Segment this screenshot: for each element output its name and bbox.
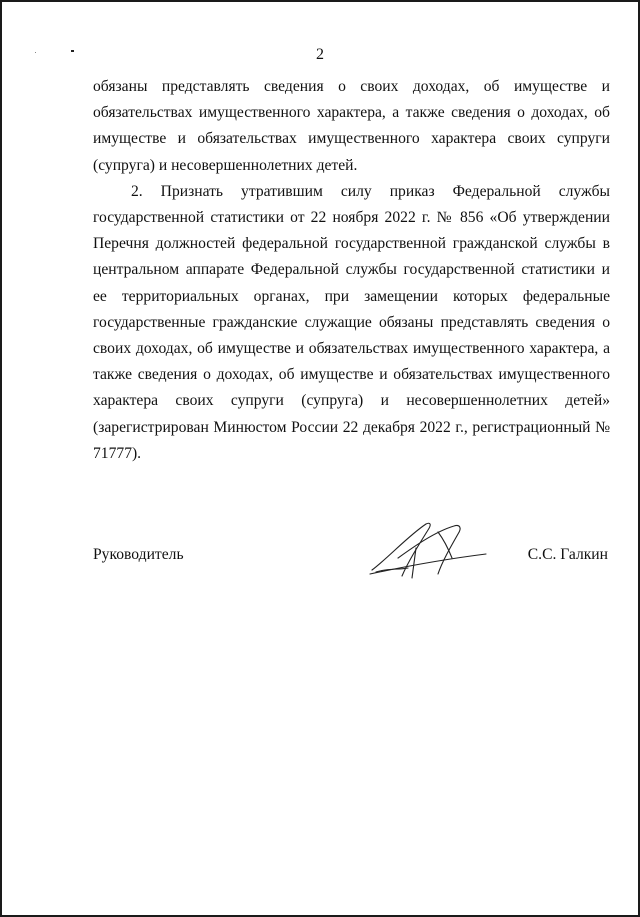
signature-block xyxy=(93,542,610,582)
paragraph-item-2: 2. Признать утратившим силу приказ Федеральной службы государственной статистики от 22 ноября 2022 г. № 856 «Об утверждении Перечня должностей федеральной государственной гражданской службы в центральном аппарате Федеральной службы государственной статистики и ее территориальных органах, при замещении которых федеральные государственные гражданские служащие обязаны представлять сведения о своих доходах, об имуществе и обязательствах имущественного характера, а также сведения о доходах, об имуществе и обязательствах имущественного характера своих супруги (супруга) и несовершеннолетних детей» (зарегистрирован Минюстом России 22 декабря 2022 г., регистрационный № 71777). xyxy=(93,182,610,462)
handwritten-signature xyxy=(368,518,488,582)
signatory-name: С.С. Галкин xyxy=(527,546,608,563)
signatory-title: Руководитель xyxy=(93,546,184,563)
page-number: 2 xyxy=(316,46,324,63)
paragraph-continuation: обязаны представлять сведения о своих доходах, об имуществе и обязательствах имущественного характера, а также сведения о доходах, об имуществе и обязательствах имущественного характера своих супруги (супруга) и несовершеннолетних детей. xyxy=(93,78,610,174)
document-body xyxy=(93,74,610,467)
